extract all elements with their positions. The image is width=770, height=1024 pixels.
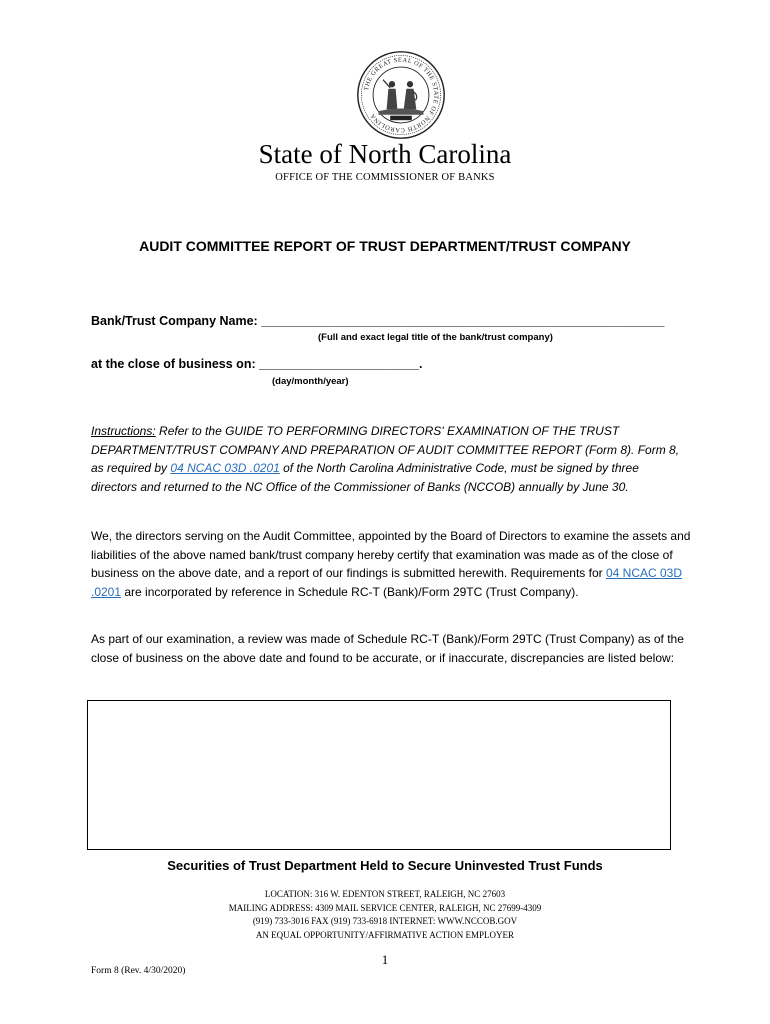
footer-address	[0, 888, 770, 942]
certification-text-2: are incorporated by reference in Schedule RC-T (Bank)/Form 29TC (Trust Company).	[121, 584, 579, 599]
instructions-paragraph	[91, 422, 681, 496]
footer-contact: (919) 733-3016 FAX (919) 733-6918 INTERNET: WWW.NCCOB.GOV	[252, 916, 518, 926]
page-number: 1	[381, 952, 389, 967]
certification-paragraph	[91, 527, 691, 601]
section-title: Securities of Trust Department Held to Secure Uninvested Trust Funds	[167, 858, 603, 873]
review-paragraph: As part of our examination, a review was made of Schedule RC-T (Bank)/Form 29TC (Trust Company) as of the close of business on the above date and found to be accurate, or if inaccurate, discrepancies are listed below:	[91, 632, 684, 665]
footer-eoe: AN EQUAL OPPORTUNITY/AFFIRMATIVE ACTION EMPLOYER	[255, 929, 515, 940]
footer-mailing-address: MAILING ADDRESS: 4309 MAIL SERVICE CENTER, RALEIGH, NC 27699-4309	[228, 902, 542, 913]
company-name-field[interactable]	[91, 314, 664, 328]
state-title: State of North Carolina	[258, 139, 512, 169]
seal-text: THE GREAT SEAL OF THE STATE OF NORTH CAROLINA	[362, 56, 440, 134]
instructions-label: Instructions:	[91, 424, 156, 438]
close-date-label: at the close of business on:	[91, 357, 256, 371]
footer-location: LOCATION: 316 W. EDENTON STREET, RALEIGH, NC 27603	[264, 889, 506, 899]
office-subtitle: OFFICE OF THE COMMISSIONER OF BANKS	[275, 172, 495, 183]
instructions-text-2: of the North Carolina Administrative Code, must be signed by three directors and returned to the NC Office of the Commissioner of Banks (NCCOB) annually by June 30.	[91, 461, 639, 494]
close-date-hint: (day/month/year)	[272, 376, 349, 387]
certification-text-1: We, the directors serving on the Audit Committee, appointed by the Board of Directors to examine the assets and liabilities of the above named bank/trust company hereby certify that examination was made as of the close of business on the above date, and a report of our findings is submitted herewith. Requirements for	[91, 529, 691, 580]
instructions-text-1: Refer to the GUIDE TO PERFORMING DIRECTORS' EXAMINATION OF THE TRUST DEPARTMENT/TRUST COMPANY AND PREPARATION OF AUDIT COMMITTEE REPORT (Form 8). Form 8, as required by	[91, 424, 680, 475]
report-title: AUDIT COMMITTEE REPORT OF TRUST DEPARTMENT/TRUST COMPANY	[139, 238, 631, 254]
company-name-hint: (Full and exact legal title of the bank/trust company)	[318, 332, 553, 343]
company-name-label: Bank/Trust Company Name:	[91, 314, 258, 328]
close-date-field[interactable]	[91, 357, 422, 371]
ncac-link-1[interactable]: 04 NCAC 03D .0201	[170, 461, 280, 475]
svg-text:THE GREAT SEAL OF THE STATE OF	[363, 57, 439, 134]
discrepancies-box[interactable]	[87, 700, 671, 850]
nc-state-seal-icon	[356, 50, 446, 140]
ncac-link-2[interactable]: 04 NCAC 03D .0201	[91, 566, 682, 599]
form-revision: Form 8 (Rev. 4/30/2020)	[91, 966, 186, 976]
close-date-blank[interactable]: _______________________.	[259, 357, 423, 371]
company-name-blank[interactable]: __________________________________________________________	[261, 314, 665, 328]
